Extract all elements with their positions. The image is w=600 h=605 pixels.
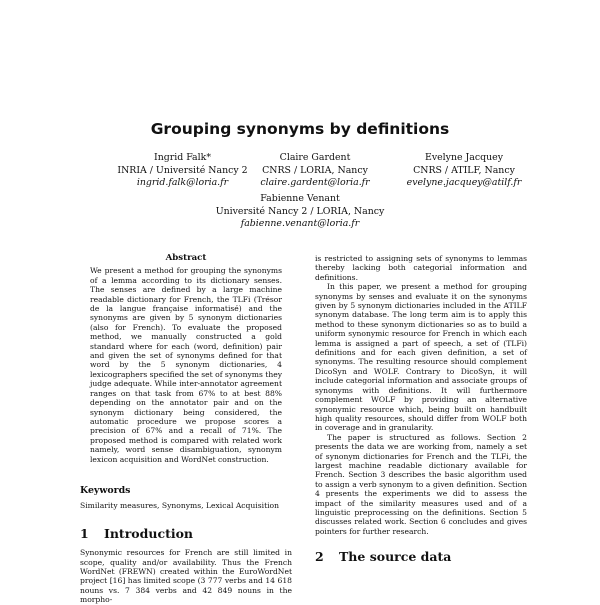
keywords-text: Similarity measures, Synonyms, Lexical Acquisition bbox=[80, 501, 280, 511]
left-column bbox=[80, 254, 292, 605]
author-email: ingrid.falk@loria.fr bbox=[136, 177, 229, 188]
author-email: fabienne.venant@loria.fr bbox=[240, 218, 360, 229]
section-text: Synonymic resources for French are still limited in scope, quality and/or availability. Thus the French WordNet (FREWN) created within the EuroWordNet project [16] has limited scope (3 777 verbs and 14 618 nouns vs. 7 384 verbs and 42 849 nouns in the morpho- bbox=[80, 548, 292, 605]
author-name: Evelyne Jacquey bbox=[424, 152, 504, 163]
right-column bbox=[315, 254, 527, 572]
paragraph: The paper is structured as follows. Section 2 presents the data we are working from, namely a set of synonym dictionaries for French and the TLFi, the largest machine readable dictionary available for French. Section 3 describes the basic algorithm used to assign a verb synonym to a given definition. Section 4 presents the experiments we did to assess the impact of the similarity measures used and of a linguistic preprocessing on the definitions. Section 5 discusses related work. Section 6 concludes and gives pointers for further research. bbox=[315, 432, 527, 536]
section-title: The source data bbox=[339, 549, 452, 565]
author-block bbox=[210, 193, 390, 231]
abstract-heading: Abstract bbox=[165, 253, 207, 263]
paragraph: In this paper, we present a method for grouping synonyms by senses and evaluate it on the synonyms given by 5 synonym dictionaries included in the ATILF synonym database. The long term aim is to apply this method to these synonym dictionaries so as to build a uniform synonymic resource for French in which each lemma is assigned a part of speech, a set of (TLFi) definitions and for each given definition, a set of synonyms. The resulting resource should complement DicoSyn and WOLF. Contrary to DicoSyn, it will include categorial information and associate groups of synonyms with definitions. It will furthermore complement WOLF by providing an alternative synonymic resource which, being built on handbuilt high quality resources, should differ from WOLF both in coverage and in granularity. bbox=[315, 282, 527, 433]
author-name: Claire Gardent bbox=[279, 152, 351, 163]
section-title: Introduction bbox=[104, 525, 194, 541]
author-affiliation: CNRS / LORIA, Nancy bbox=[262, 164, 368, 176]
continuation-text: is restricted to assigning sets of synonyms to lemmas thereby lacking both categorial information and definitions. bbox=[315, 254, 527, 282]
author-block bbox=[110, 152, 255, 190]
paper-title: Grouping synonyms by definitions bbox=[150, 120, 450, 138]
section-heading bbox=[80, 525, 292, 541]
author-affiliation: INRIA / Université Nancy 2 bbox=[117, 164, 248, 176]
abstract-text: We present a method for grouping the synonyms of a lemma according to its dictionary senses. The senses are defined by a large machine readable dictionary for French, the TLFi (Trésor de la langue française informatisé) and the synonyms are given by 5 synonym dictionaries (also for French). To evaluate the proposed method, we manually constructed a gold standard where for each (word, definition) pair and given the set of synonyms defined for that word by the 5 synonym dictionaries, 4 lexicographers specified the set of synonyms they judge adequate. While inter-annotator agreement ranges on that task from 67% to at best 88% depending on the annotator pair and on the synonym dictionary being considered, the automatic procedure we propose scores a precision of 67% and a recall of 71%. The proposed method is compared with related work namely, word sense disambiguation, synonym lexicon acquisition and WordNet construction. bbox=[90, 266, 283, 464]
section-number: 2 bbox=[315, 549, 324, 565]
section-heading bbox=[315, 549, 527, 565]
keywords-heading: Keywords bbox=[80, 484, 131, 496]
author-block bbox=[250, 152, 380, 190]
author-email: claire.gardent@loria.fr bbox=[260, 177, 370, 188]
author-name: Fabienne Venant bbox=[260, 193, 340, 204]
author-name: Ingrid Falk* bbox=[153, 152, 212, 163]
author-block bbox=[398, 152, 530, 190]
author-affiliation: CNRS / ATILF, Nancy bbox=[413, 164, 515, 176]
author-email: evelyne.jacquey@atilf.fr bbox=[406, 177, 522, 188]
section-number: 1 bbox=[80, 525, 89, 541]
author-affiliation: Université Nancy 2 / LORIA, Nancy bbox=[215, 205, 385, 217]
